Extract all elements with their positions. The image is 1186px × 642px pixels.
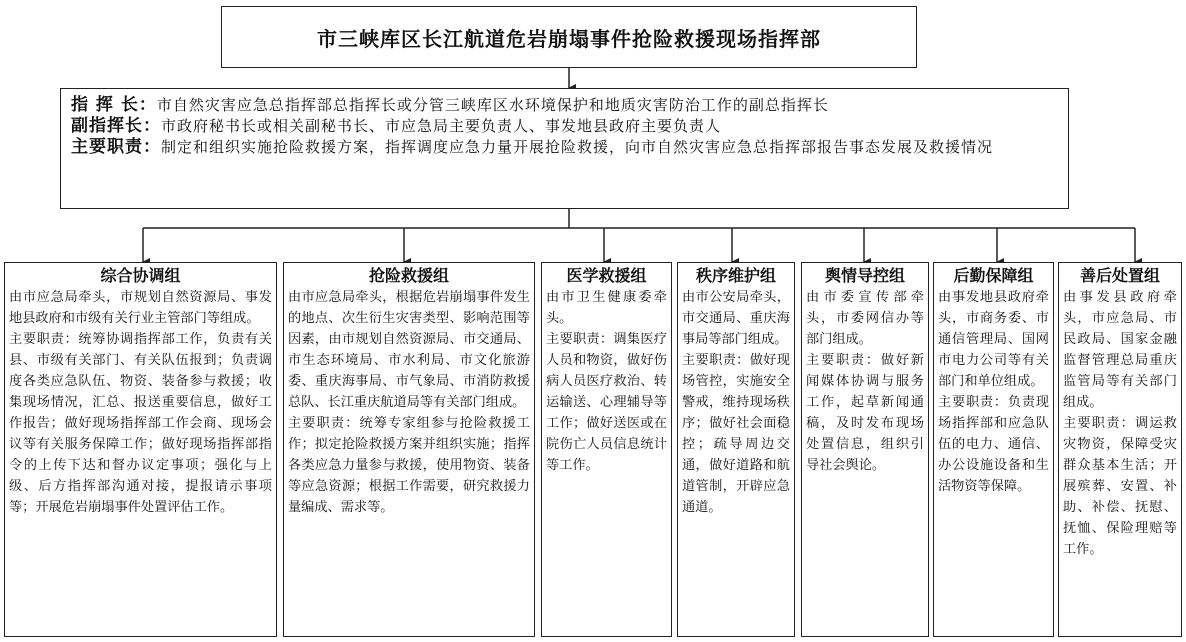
deputy-commander-label: 副指挥长： [71, 116, 161, 136]
group-lead: 由事发县政府牵头，市应急局、市民政局、国家金融监督管理总局重庆监管局等有关部门组成。 [1063, 290, 1177, 410]
group-box-order [677, 262, 795, 637]
commander-row [71, 95, 1058, 116]
group-lead: 由市应急局牵头，根据危岩崩塌事件发生的地点、次生衍生灾害类型、影响范围等因素，由市规划自然资源局、市交通局、市生态环境局、市水利局、市文化旅游委、重庆海事局、市气象局、市消防救援总队、长江重庆航道局等有关部门组成。 [288, 290, 530, 410]
commander-label: 指 挥 长： [71, 95, 157, 115]
group-lead: 由市应急局牵头，市规划自然资源局、事发地县政府和市级有关行业主管部门等组成。 [9, 290, 272, 326]
group-box-aftermath [1058, 262, 1182, 637]
group-box-medical [541, 262, 672, 637]
group-duty: 主要职责：调运救灾物资，保障受灾群众基本生活；开展殡葬、安置、补助、补偿、抚慰、抚恤、保险理赔等工作。 [1063, 416, 1177, 557]
group-title: 后勤保障组 [953, 266, 1034, 285]
group-box-rescue [283, 262, 535, 637]
group-lead: 由市委宣传部牵头，市委网信办等部门组成。 [806, 290, 924, 347]
group-title: 医学救援组 [566, 266, 647, 285]
group-lead: 由事发地县政府牵头，市商务委、市通信管理局、国网市电力公司等有关部门和单位组成。 [938, 290, 1049, 389]
group-title: 秩序维护组 [695, 266, 776, 285]
group-duty: 主要职责：调集医疗人员和物资，做好伤病人员医疗救治、转运输送、心理辅导等工作；做好送医或在院伤亡人员信息统计等工作。 [546, 332, 667, 473]
group-title: 综合协调组 [100, 266, 181, 285]
group-lead: 由市卫生健康委牵头。 [546, 290, 667, 326]
group-duty: 主要职责：负责现场指挥部和应急队伍的电力、通信、办公设施设备和生活物资等保障。 [938, 395, 1049, 494]
group-duty: 主要职责：统筹协调指挥部工作，负责有关县、市级有关部门、有关队伍报到；负责调度各类应急队伍、物资、装备参与救援；收集现场情况，汇总、报送重要信息，做好工作报告；做好现场指挥部工作会商、现场会议等有关服务保障工作；做好现场指挥部指令的上传下达和督办议定事项；强化与上级、后方指挥部沟通对接，提报请示事项等；开展危岩崩塌事件处置评估工作。 [9, 332, 272, 515]
commander-text: 市自然灾害应急总指挥部总指挥长或分管三峡库区水环境保护和地质灾害防治工作的副总指挥长 [156, 96, 829, 114]
leadership-info-box [60, 88, 1069, 209]
main-duties-label: 主要职责： [71, 137, 161, 157]
group-box-public-opinion [801, 262, 929, 637]
group-duty: 主要职责：做好新闻媒体协调与服务工作，起草新闻通稿，及时发布现场处置信息，组织引导社会舆论。 [806, 353, 924, 473]
group-title: 善后处置组 [1079, 266, 1160, 285]
deputy-commander-text: 市政府秘书长或相关副秘书长、市应急局主要负责人、事发地县政府主要负责人 [161, 117, 722, 135]
group-duty: 主要职责：统筹专家组参与抢险救援工作；拟定抢险救援方案并组织实施；指挥各类应急力量参与救援，使用物资、装备等应急资源；根据工作需要，研究救援力量编成、需求等。 [288, 416, 530, 515]
group-title: 抢险救援组 [368, 266, 449, 285]
deputy-commander-row [71, 116, 1058, 137]
main-duties-text: 制定和组织实施抢险救援方案，指挥调度应急力量开展抢险救援，向市自然灾害应急总指挥部报告事态发展及救援情况 [161, 138, 994, 156]
headquarters-title: 市三峡库区长江航道危岩崩塌事件抢险救援现场指挥部 [317, 26, 821, 51]
group-box-coordination [4, 262, 277, 637]
group-title: 舆情导控组 [824, 266, 905, 285]
group-box-logistics [933, 262, 1054, 637]
headquarters-title-box [221, 6, 917, 68]
group-duty: 主要职责：做好现场管控，实施安全警戒，维持现场秩序；做好社会面稳控；疏导周边交通，做好道路和航道管制，开辟应急通道。 [682, 353, 790, 515]
main-duties-row [71, 137, 1058, 158]
group-lead: 由市公安局牵头，市交通局、重庆海事局等部门组成。 [682, 290, 790, 347]
